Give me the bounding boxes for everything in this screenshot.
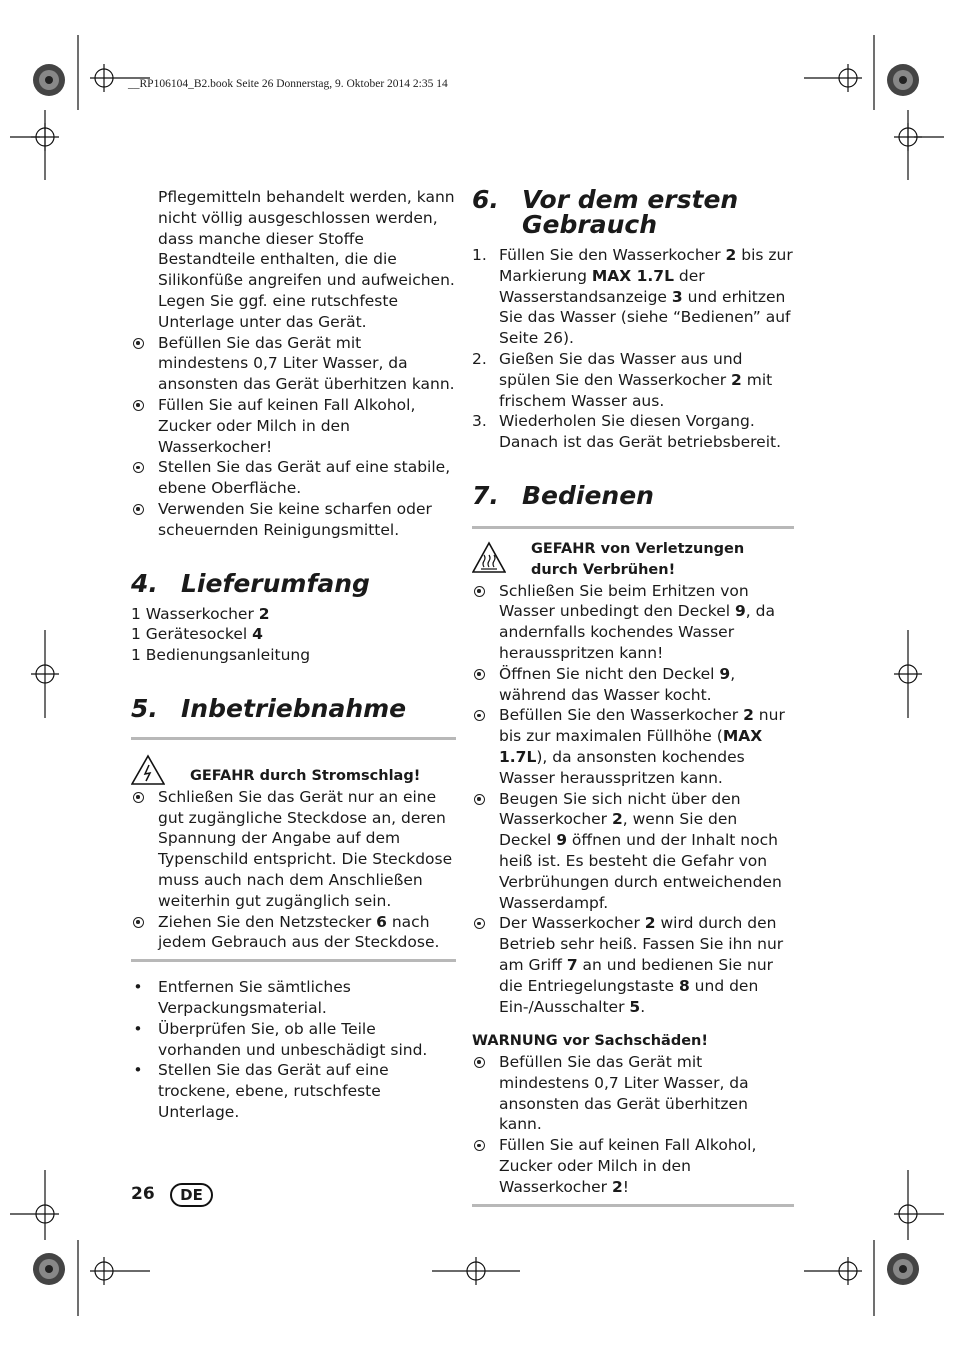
list-item: 2. Gießen Sie das Wasser aus und spülen Sie den Wasserkocher 2 mit frischem Wasser aus. (472, 349, 773, 410)
bullet-icon (474, 918, 485, 929)
dot-bullet-list (131, 977, 456, 1123)
list-item: Befüllen Sie den Wasserkocher 2 nur bis zur maximalen Füllhöhe (MAX 1.7L), da ansonsten kochendes Wasser herausspritzen kann. (472, 705, 794, 788)
danger-title: GEFAHR von Verletzungen durch Verbrühen! (531, 540, 745, 578)
caution-title: WARNUNG vor Sachschäden! (472, 1033, 708, 1050)
list-item: 1. Füllen Sie den Wasserkocher 2 bis zur Markierung MAX 1.7L der Wasserstandsanzeige 3 und erhitzen Sie das Wasser (siehe “Bedienen” auf Seite 26). (472, 246, 793, 348)
warning-box (131, 754, 456, 953)
divider (131, 737, 456, 740)
left-column (131, 187, 456, 1123)
right-column (472, 187, 794, 1207)
list-item: Befüllen Sie das Gerät mit mindestens 0,7 Liter Wasser, da ansonsten das Gerät überhitzen kann. (472, 1052, 794, 1135)
list-item: Schließen Sie beim Erhitzen von Wasser unbedingt den Deckel 9, da andernfalls kochendes Wasser herausspritzen kann! (472, 581, 794, 664)
list-item: 1 Bedienungsanleitung (131, 646, 311, 665)
divider (472, 1204, 794, 1207)
bullet-icon (133, 400, 144, 411)
bullet-icon (133, 504, 144, 515)
intro-bullet-list (131, 333, 456, 541)
danger-box (472, 539, 794, 1198)
caution-bullet-list (472, 1052, 794, 1198)
bullet-icon (474, 1057, 485, 1068)
danger-bullet-list (472, 581, 794, 1018)
list-item: Öffnen Sie nicht den Deckel 9, während das Wasser kocht. (472, 664, 794, 706)
delivery-list (131, 604, 456, 666)
language-badge: DE (170, 1183, 213, 1207)
section-heading-vor-dem-ersten-gebrauch: 6. Vor dem ersten Gebrauch (472, 185, 739, 239)
bullet-icon (133, 917, 144, 928)
bullet-icon (133, 792, 144, 803)
bullet-icon (474, 586, 485, 597)
bullet-icon (474, 794, 485, 805)
list-item: Stellen Sie das Gerät auf eine stabile, ebene Oberfläche. (131, 457, 456, 499)
step-number: 1. (472, 246, 487, 264)
list-item: Der Wasserkocher 2 wird durch den Betrieb sehr heiß. Fassen Sie ihn nur am Griff 7 an und bedienen Sie nur die Entriegelungstaste 8 und den Ein-/Ausschalter 5. (472, 913, 794, 1017)
list-item: • Entfernen Sie sämtliches Verpackungsmaterial. (133, 978, 351, 1017)
hot-surface-hazard-icon (472, 541, 506, 575)
bullet-icon (474, 1140, 485, 1151)
list-item: 3. Wiederholen Sie diesen Vorgang. Danach ist das Gerät betriebsbereit. (472, 412, 782, 452)
print-slug: __RP106104_B2.book Seite 26 Donnerstag, 9. Oktober 2014 2:35 14 (128, 78, 448, 90)
section-heading-lieferumfang: 4. Lieferumfang (131, 568, 370, 598)
section-heading-bedienen: 7. Bedienen (472, 480, 654, 510)
step-number: 2. (472, 349, 487, 368)
bullet-icon (133, 338, 144, 349)
step-number: 3. (472, 412, 487, 431)
page-number: 26 (131, 1184, 155, 1204)
list-item: Schließen Sie das Gerät nur an eine gut zugängliche Steckdose an, deren Spannung der Angabe auf dem Typenschild entspricht. Die Steckdose muss auch nach dem Anschließen weiterhin gut zugänglich sein. (131, 787, 456, 912)
steps-list (472, 245, 794, 453)
electric-hazard-icon (131, 754, 165, 786)
list-item: Füllen Sie auf keinen Fall Alkohol, Zucker oder Milch in den Wasserkocher 2! (472, 1135, 794, 1197)
divider (472, 526, 794, 529)
list-item: Füllen Sie auf keinen Fall Alkohol, Zucker oder Milch in den Wasserkocher! (131, 395, 456, 457)
bullet-icon (474, 710, 485, 721)
list-item: Ziehen Sie den Netzstecker 6 nach jedem Gebrauch aus der Steckdose. (131, 912, 456, 954)
bullet-icon (474, 669, 485, 680)
intro-paragraph: Pflegemitteln behandelt werden, kann nicht völlig ausgeschlossen werden, dass manche dieser Stoffe Bestandteile enthalten, die die Silikonfüße angreifen und aufweichen. Legen Sie ggf. eine rutschfeste Unterlage unter das Gerät. (158, 188, 455, 331)
list-item: • Stellen Sie das Gerät auf eine trockene, ebene, rutschfeste Unterlage. (133, 1061, 389, 1121)
list-item: Beugen Sie sich nicht über den Wasserkocher 2, wenn Sie den Deckel 9 öffnen und der Inhalt noch heiß ist. Es besteht die Gefahr von Verbrühungen durch entweichenden Wasserdampf. (472, 789, 794, 914)
bullet-icon (133, 462, 144, 473)
list-item: 1 Gerätesockel 4 (131, 625, 263, 644)
warning-title: GEFAHR durch Stromschlag! (190, 767, 421, 784)
section-heading-inbetriebnahme: 5. Inbetriebnahme (131, 693, 407, 723)
list-item: • Überprüfen Sie, ob alle Teile vorhanden und unbeschädigt sind. (133, 1019, 428, 1059)
divider (131, 959, 456, 962)
list-item: Befüllen Sie das Gerät mit mindestens 0,7 Liter Wasser, da ansonsten das Gerät überhitzen kann. (131, 333, 456, 395)
list-item: Verwenden Sie keine scharfen oder scheuernden Reinigungsmittel. (131, 499, 456, 541)
list-item: 1 Wasserkocher 2 (131, 604, 270, 623)
